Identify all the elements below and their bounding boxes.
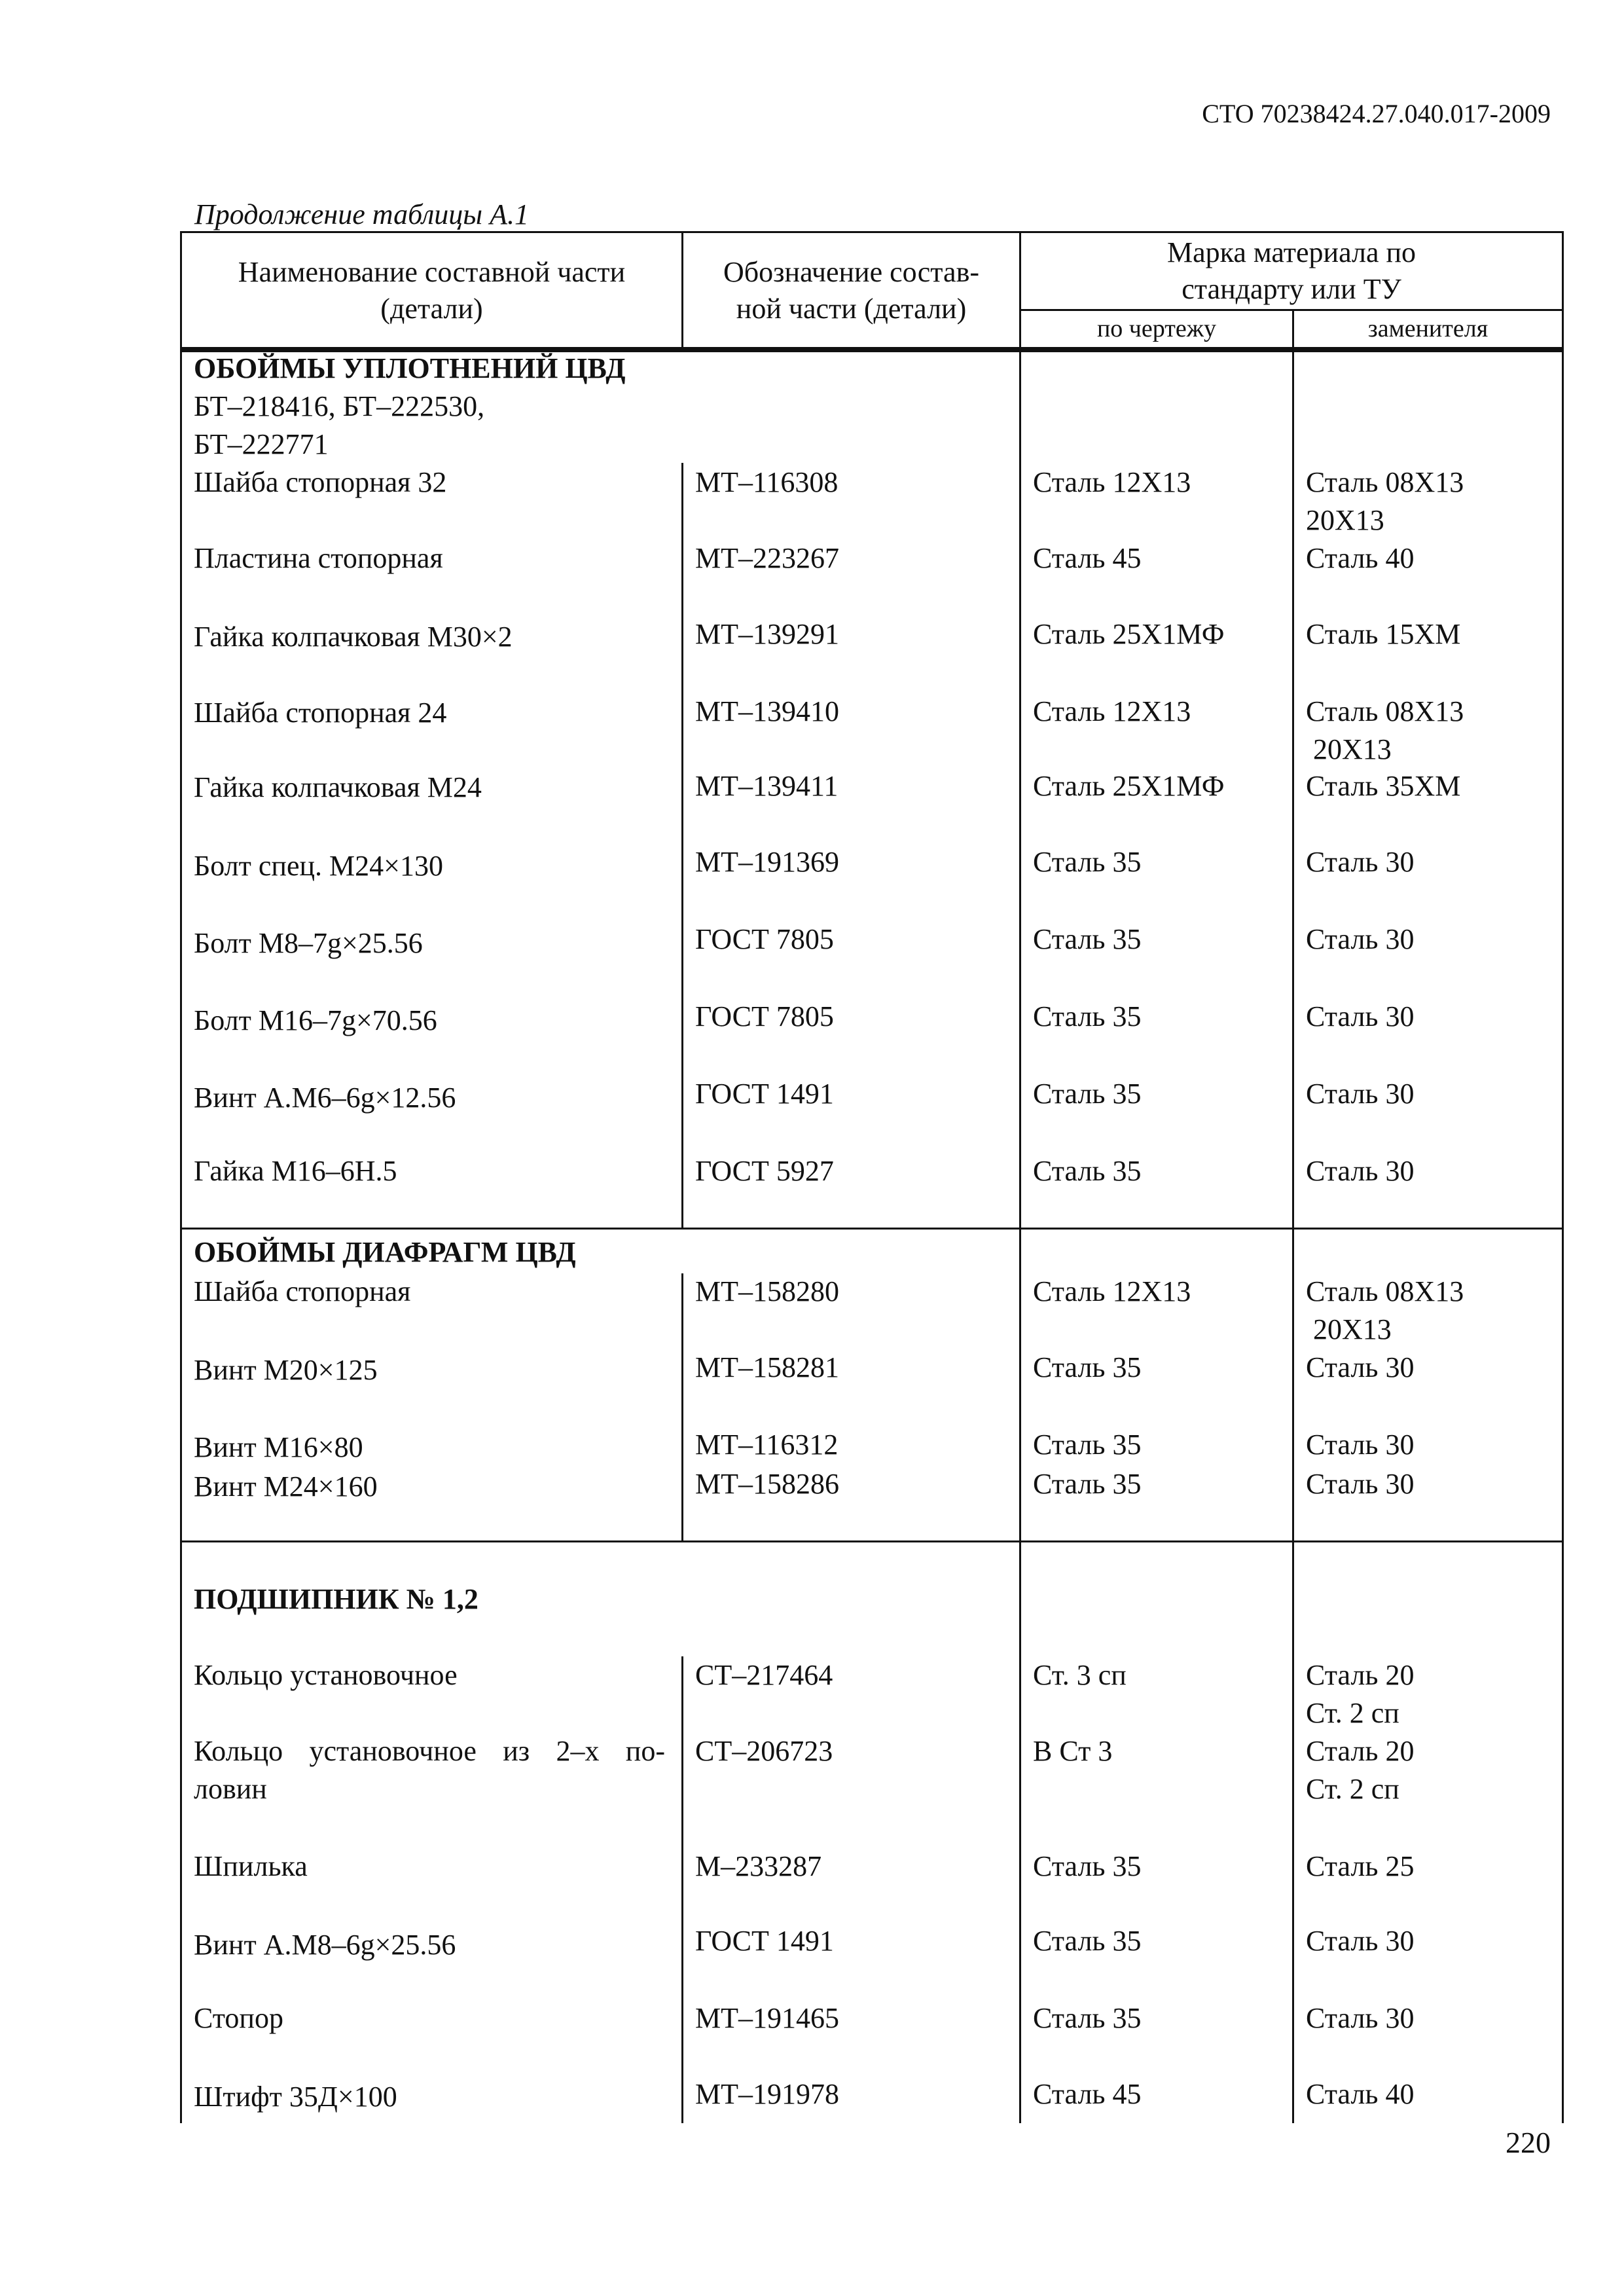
part-code: ГОСТ 7805	[695, 1000, 834, 1032]
material-substitute: Сталь 20 Ст. 2 сп	[1306, 1659, 1415, 1729]
material-substitute: Сталь 30	[1306, 1429, 1415, 1461]
material-by-drawing: Сталь 12Х13	[1033, 1275, 1191, 1307]
material-by-drawing: В Ст 3	[1033, 1735, 1113, 1767]
part-name: Болт М8–7g×25.56	[194, 927, 423, 959]
part-code: СТ–217464	[695, 1659, 833, 1691]
part-name: Шайба стопорная	[194, 1275, 411, 1307]
header-subdivider	[1019, 309, 1564, 311]
material-substitute: Сталь 30	[1306, 1078, 1415, 1110]
part-code: СТ–206723	[695, 1735, 833, 1767]
part-code: ГОСТ 5927	[695, 1155, 834, 1187]
part-name: Кольцо установочное	[194, 1659, 458, 1691]
material-by-drawing: Сталь 25Х1МФ	[1033, 770, 1225, 802]
part-name: Гайка М16–6Н.5	[194, 1155, 397, 1187]
part-name: Болт М16–7g×70.56	[194, 1004, 437, 1036]
material-by-drawing: Сталь 35	[1033, 1468, 1142, 1500]
material-by-drawing: Сталь 35	[1033, 1078, 1142, 1110]
part-code: МТ–116312	[695, 1429, 839, 1461]
material-substitute: Сталь 30	[1306, 1351, 1415, 1383]
part-code: МТ–223267	[695, 542, 839, 574]
material-by-drawing: Сталь 12Х13	[1033, 466, 1191, 498]
section-title: ПОДШИПНИК № 1,2	[194, 1583, 478, 1615]
part-code: МТ–158280	[695, 1275, 839, 1307]
col-divider-designation	[1019, 231, 1021, 2123]
part-code: МТ–158286	[695, 1468, 839, 1500]
part-code: МТ–191978	[695, 2078, 839, 2110]
material-substitute: Сталь 08Х13 20Х13	[1306, 1275, 1464, 1345]
material-by-drawing: Сталь 35	[1033, 1000, 1142, 1032]
col-header-name: Наименование составной части (детали)	[238, 256, 626, 325]
col-header-designation: Обозначение состав- ной части (детали)	[723, 256, 979, 325]
part-name: Винт М20×125	[194, 1354, 378, 1386]
col-divider-name	[681, 1656, 683, 2123]
table-border-left	[180, 231, 182, 2123]
part-name-line: ловин	[194, 1773, 267, 1805]
material-substitute: Сталь 30	[1306, 1925, 1415, 1957]
material-by-drawing: Сталь 35	[1033, 1351, 1142, 1383]
col-divider-name	[681, 1273, 683, 1542]
material-substitute: Сталь 08Х13 20Х13	[1306, 695, 1464, 765]
part-code: МТ–139291	[695, 618, 839, 650]
part-name	[194, 1732, 665, 1808]
part-name: Стопор	[194, 2002, 283, 2034]
material-substitute: Сталь 30	[1306, 2002, 1415, 2034]
material-by-drawing: Сталь 12Х13	[1033, 695, 1191, 727]
part-name-line: Кольцо установочное из 2–х по-	[194, 1735, 665, 1767]
material-substitute: Сталь 30	[1306, 923, 1415, 955]
material-substitute: Сталь 30	[1306, 1000, 1415, 1032]
part-code: ГОСТ 1491	[695, 1925, 834, 1957]
material-by-drawing: Сталь 35	[1033, 1925, 1142, 1957]
material-by-drawing: Сталь 45	[1033, 2078, 1142, 2110]
page-number: 220	[1506, 2126, 1551, 2159]
part-code: МТ–139411	[695, 770, 839, 802]
section-title: ОБОЙМЫ ДИАФРАГМ ЦВД	[194, 1236, 576, 1268]
part-code: МТ–191465	[695, 2002, 839, 2034]
material-by-drawing: Ст. 3 сп	[1033, 1659, 1127, 1691]
material-substitute: Сталь 40	[1306, 2078, 1415, 2110]
part-code: МТ–139410	[695, 695, 839, 727]
section-subtitle: БТ–218416, БТ–222530, БТ–222771	[194, 390, 485, 460]
table-border-right	[1562, 231, 1564, 2123]
material-by-drawing: Сталь 35	[1033, 846, 1142, 878]
part-name: Болт спец. М24×130	[194, 850, 443, 882]
table-caption: Продолжение таблицы А.1	[194, 198, 529, 230]
part-code: МТ–158281	[695, 1351, 839, 1383]
material-by-drawing: Сталь 35	[1033, 923, 1142, 955]
part-name: Винт М16×80	[194, 1431, 363, 1463]
part-name: Гайка колпачковая М24	[194, 771, 482, 803]
part-code: М–233287	[695, 1850, 822, 1882]
material-substitute: Сталь 30	[1306, 846, 1415, 878]
material-by-drawing: Сталь 25Х1МФ	[1033, 618, 1225, 650]
part-name: Штифт 35Д×100	[194, 2081, 397, 2113]
material-substitute: Сталь 15ХМ	[1306, 618, 1461, 650]
part-name: Шайба стопорная 32	[194, 466, 447, 498]
col-header-substitute: заменителя	[1367, 315, 1489, 342]
material-by-drawing: Сталь 35	[1033, 1155, 1142, 1187]
part-name: Винт А.М6–6g×12.56	[194, 1082, 456, 1114]
col-header-by-drawing: по чертежу	[1096, 315, 1217, 342]
material-substitute: Сталь 25	[1306, 1850, 1415, 1882]
part-code: МТ–191369	[695, 846, 839, 878]
material-substitute: Сталь 35ХМ	[1306, 770, 1461, 802]
document-code: СТО 70238424.27.040.017-2009	[1202, 99, 1551, 128]
table-border-top	[180, 231, 1564, 233]
material-by-drawing: Сталь 35	[1033, 2002, 1142, 2034]
part-name: Винт А.М8–6g×25.56	[194, 1929, 456, 1961]
part-code: МТ–116308	[695, 466, 839, 498]
material-substitute: Сталь 30	[1306, 1155, 1415, 1187]
section-divider	[180, 1540, 1564, 1542]
part-code: ГОСТ 1491	[695, 1078, 834, 1110]
material-substitute: Сталь 40	[1306, 542, 1415, 574]
part-name: Пластина стопорная	[194, 542, 443, 574]
part-name: Шайба стопорная 24	[194, 697, 447, 729]
material-substitute: Сталь 08Х13 20Х13	[1306, 466, 1464, 536]
col-divider-material	[1292, 309, 1294, 2123]
material-by-drawing: Сталь 45	[1033, 542, 1142, 574]
part-name: Шпилька	[194, 1850, 308, 1882]
part-code: ГОСТ 7805	[695, 923, 834, 955]
material-by-drawing: Сталь 35	[1033, 1429, 1142, 1461]
material-substitute: Сталь 20 Ст. 2 сп	[1306, 1735, 1415, 1805]
section-title: ОБОЙМЫ УПЛОТНЕНИЙ ЦВД	[194, 352, 626, 384]
part-name: Винт М24×160	[194, 1470, 378, 1503]
material-substitute: Сталь 30	[1306, 1468, 1415, 1500]
part-name: Гайка колпачковая М30×2	[194, 621, 513, 653]
section-divider	[180, 1228, 1564, 1230]
col-header-material: Марка материала по стандарту или ТУ	[1166, 236, 1416, 305]
col-divider-name	[681, 463, 683, 1229]
material-by-drawing: Сталь 35	[1033, 1850, 1142, 1882]
